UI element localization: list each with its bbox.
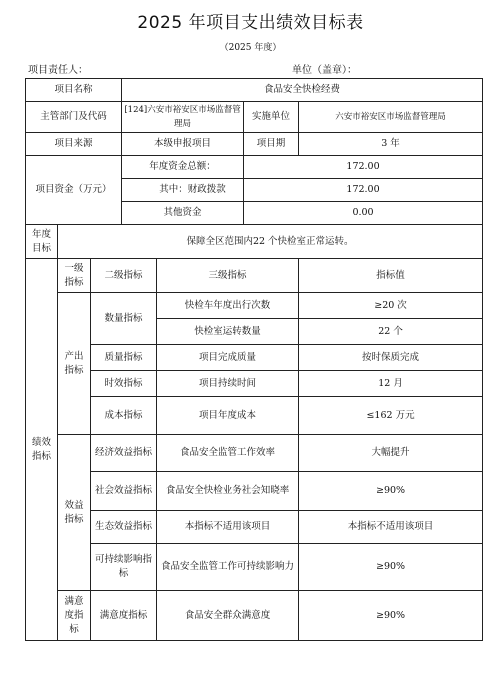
benefit-indicator-label: 效益指标 (58, 435, 91, 591)
header-level3: 三级指标 (157, 259, 299, 293)
level3-cell: 项目年度成本 (157, 397, 299, 435)
unit-label: 单位（盖章）： (292, 65, 357, 76)
funds-other-value: 0.00 (244, 202, 483, 225)
annual-goal-label: 年度目标 (26, 225, 58, 259)
project-source-value: 本级申报项目 (122, 133, 244, 156)
value-cell: ≥90% (299, 591, 483, 641)
output-indicator-label: 产出指标 (58, 293, 91, 435)
header-level2: 二级指标 (91, 259, 157, 293)
table-row (26, 472, 483, 511)
funds-fiscal-label: 其中：财政拨款 (122, 179, 244, 202)
level3-cell: 食品安全快检业务社会知晓率 (157, 472, 299, 511)
level2-cell: 质量指标 (91, 345, 157, 371)
value-cell: ≤162 万元 (299, 397, 483, 435)
project-period-value: 3 年 (299, 133, 483, 156)
level3-cell: 快检车年度出行次数 (157, 293, 299, 319)
page-subtitle: （2025 年度） (219, 43, 282, 53)
value-cell: 22 个 (299, 319, 483, 345)
level3-cell: 项目完成质量 (157, 345, 299, 371)
table-row (26, 371, 483, 397)
project-name-label: 项目名称 (26, 79, 122, 102)
level3-cell: 食品安全监管工作效率 (157, 435, 299, 472)
level3-cell: 项目持续时间 (157, 371, 299, 397)
funds-other-label: 其他资金 (122, 202, 244, 225)
department-value: [124]六安市裕安区市场监督管理局 (122, 102, 244, 133)
department-label: 主管部门及代码 (26, 102, 122, 133)
level2-cell: 生态效益指标 (91, 511, 157, 544)
table-row (26, 544, 483, 591)
level3-cell: 食品安全监管工作可持续影响力 (157, 544, 299, 591)
page-title: 2025 年项目支出绩效目标表 (137, 13, 364, 33)
source-row (26, 133, 483, 156)
level3-cell: 本指标不适用该项目 (157, 511, 299, 544)
level2-cell: 时效指标 (91, 371, 157, 397)
value-cell: 大幅提升 (299, 435, 483, 472)
level2-cell: 数量指标 (91, 293, 157, 345)
funds-total-value: 172.00 (244, 156, 483, 179)
level2-cell: 满意度指标 (91, 591, 157, 641)
level2-cell: 可持续影响指标 (91, 544, 157, 591)
implementing-unit-label: 实施单位 (244, 102, 299, 133)
indicators-group-label: 绩效指标 (26, 259, 58, 641)
header-level1: 一级指标 (58, 259, 91, 293)
performance-table (25, 78, 483, 641)
table-row (26, 591, 483, 641)
table-row (26, 511, 483, 544)
value-cell: 按时保质完成 (299, 345, 483, 371)
value-cell: 12 月 (299, 371, 483, 397)
value-cell: ≥90% (299, 472, 483, 511)
project-name-row (26, 79, 483, 102)
value-cell: 本指标不适用该项目 (299, 511, 483, 544)
table-row (26, 293, 483, 319)
level3-cell: 食品安全群众满意度 (157, 591, 299, 641)
value-cell: ≥20 次 (299, 293, 483, 319)
value-cell: ≥90% (299, 544, 483, 591)
funds-total-label: 年度资金总额： (122, 156, 244, 179)
level2-cell: 社会效益指标 (91, 472, 157, 511)
responsible-label: 项目责任人： (28, 65, 88, 76)
indicator-header-row (26, 259, 483, 293)
implementing-unit-value: 六安市裕安区市场监督管理局 (299, 102, 483, 133)
level2-cell: 经济效益指标 (91, 435, 157, 472)
table-row (26, 397, 483, 435)
level2-cell: 成本指标 (91, 397, 157, 435)
funds-fiscal-value: 172.00 (244, 179, 483, 202)
level3-cell: 快检室运转数量 (157, 319, 299, 345)
annual-goal-text: 保障全区范围内22 个快检室正常运转。 (58, 225, 483, 259)
department-row (26, 102, 483, 133)
project-source-label: 项目来源 (26, 133, 122, 156)
project-period-label: 项目期 (244, 133, 299, 156)
funds-label: 项目资金（万元） (26, 156, 122, 225)
satisfaction-indicator-label: 满意度指标 (58, 591, 91, 641)
annual-goal-row (26, 225, 483, 259)
project-name-value: 食品安全快检经费 (122, 79, 483, 102)
table-row (26, 435, 483, 472)
header-value: 指标值 (299, 259, 483, 293)
table-row (26, 345, 483, 371)
funds-total-row (26, 156, 483, 179)
